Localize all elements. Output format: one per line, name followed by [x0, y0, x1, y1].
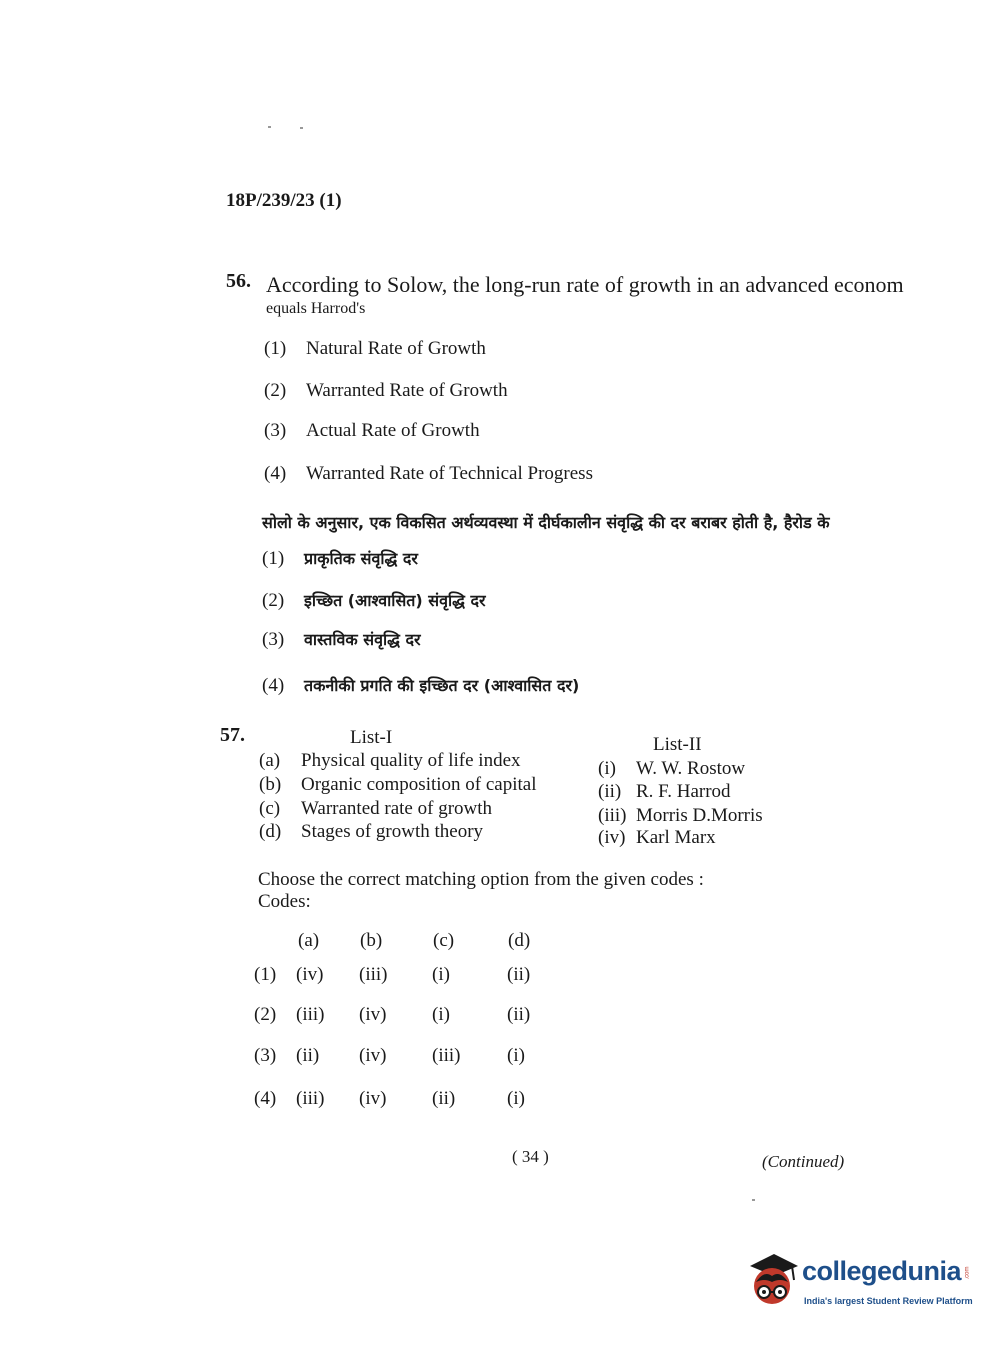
list-text: Morris D.Morris [636, 805, 763, 826]
option-number: (2) [264, 380, 287, 401]
list-2-item-iii [598, 805, 763, 827]
codes-header-cell: (b) [360, 930, 383, 951]
logo-wordmark: collegedunia [802, 1256, 962, 1286]
codes-cell: (iv) [296, 964, 324, 985]
list-2-item-i [598, 758, 745, 780]
scan-mark [752, 1199, 755, 1201]
list-key: (ii) [598, 781, 622, 802]
list-text: Physical quality of life index [301, 750, 521, 771]
codes-cell: (i) [507, 1088, 525, 1109]
codes-header-row [0, 930, 1001, 956]
q56-option-hindi-2 [262, 589, 486, 612]
list-1-item-b [259, 774, 537, 796]
logo-dotcom: .com [964, 1266, 971, 1280]
list-1-item-d [259, 821, 483, 843]
list-text: Stages of growth theory [301, 821, 484, 842]
codes-cell: (ii) [507, 964, 531, 985]
q56-option-hindi-3 [262, 628, 421, 651]
option-number: (4) [264, 463, 287, 484]
codes-cell: (iv) [359, 1088, 387, 1109]
option-text: Warranted Rate of Technical Progress [306, 463, 593, 484]
list-1-title: List-I [350, 727, 393, 748]
option-number: (1) [264, 338, 287, 359]
codes-cell: (iv) [359, 1004, 387, 1025]
list-text: Organic composition of capital [301, 774, 537, 795]
q56-option-2 [264, 380, 508, 402]
option-number: (1) [262, 548, 285, 569]
codes-option-number: (2) [254, 1004, 277, 1025]
codes-cell: (ii) [432, 1088, 456, 1109]
option-number: (2) [262, 590, 285, 611]
q56-option-4 [264, 463, 593, 485]
codes-cell: (iii) [296, 1088, 325, 1109]
collegedunia-logo[interactable] [744, 1248, 973, 1316]
list-1-item-c [259, 798, 492, 820]
codes-cell: (i) [432, 1004, 450, 1025]
paper-code: 18P/239/23 (1) [226, 190, 342, 211]
q56-option-1 [264, 338, 486, 360]
q56-option-3 [264, 420, 480, 442]
codes-row-1 [0, 964, 1001, 990]
list-key: (d) [259, 821, 282, 842]
option-number: (3) [264, 420, 287, 441]
list-key: (i) [598, 758, 616, 779]
list-key: (b) [259, 774, 282, 795]
list-text: R. F. Harrod [636, 781, 731, 802]
list-text: W. W. Rostow [636, 758, 746, 779]
scan-mark [300, 127, 303, 129]
question-57-instruction: Choose the correct matching option from the given codes : [258, 869, 704, 890]
option-text: वास्तविक संवृद्धि दर [304, 630, 421, 649]
codes-cell: (iii) [296, 1004, 325, 1025]
question-56-text: According to Solow, the long-run rate of growth in an advanced econom [266, 272, 904, 297]
option-text: Natural Rate of Growth [306, 338, 486, 359]
list-2-item-iv [598, 827, 716, 849]
list-key: (a) [259, 750, 281, 771]
logo-tagline: India's largest Student Review Platform [804, 1296, 973, 1306]
list-text: Warranted rate of growth [301, 798, 493, 819]
codes-cell: (i) [507, 1045, 525, 1066]
continued-label: (Continued) [762, 1152, 845, 1171]
codes-option-number: (4) [254, 1088, 277, 1109]
codes-header-cell: (d) [508, 930, 531, 951]
codes-option-number: (1) [254, 964, 277, 985]
codes-cell: (iii) [359, 964, 388, 985]
codes-label: Codes: [258, 891, 311, 912]
codes-header-cell: (a) [298, 930, 320, 951]
codes-cell: (ii) [507, 1004, 531, 1025]
codes-cell: (iv) [359, 1045, 387, 1066]
option-text: प्राकृतिक संवृद्धि दर [304, 549, 418, 568]
option-text: Actual Rate of Growth [306, 420, 480, 441]
question-56-text-cont: equals Harrod's [266, 300, 366, 317]
list-2-item-ii [598, 781, 731, 803]
question-56-text-hindi: सोलो के अनुसार, एक विकसित अर्थव्यवस्था में दीर्घकालीन संवृद्धि की दर बराबर होती है, हैरोड के [262, 513, 830, 532]
list-key: (c) [259, 798, 281, 819]
option-number: (4) [262, 675, 285, 696]
codes-row-2 [0, 1004, 1001, 1030]
q56-option-hindi-1 [262, 547, 418, 570]
codes-row-4 [0, 1088, 1001, 1114]
codes-option-number: (3) [254, 1045, 277, 1066]
question-57-number: 57. [220, 724, 245, 746]
option-text: तकनीकी प्रगति की इच्छित दर (आश्वासित दर) [304, 676, 580, 695]
scan-mark [268, 126, 271, 128]
option-number: (3) [262, 629, 285, 650]
codes-cell: (iii) [432, 1045, 461, 1066]
option-text: इच्छित (आश्वासित) संवृद्धि दर [304, 591, 486, 610]
list-2-title: List-II [653, 734, 702, 755]
list-text: Karl Marx [636, 827, 716, 848]
list-key: (iv) [598, 827, 626, 848]
list-1-item-a [259, 750, 521, 772]
page-number: ( 34 ) [512, 1147, 549, 1166]
mascot-icon [744, 1252, 800, 1314]
option-text: Warranted Rate of Growth [306, 380, 508, 401]
codes-cell: (i) [432, 964, 450, 985]
question-56-number: 56. [226, 270, 251, 292]
q56-option-hindi-4 [262, 674, 579, 697]
codes-header-cell: (c) [433, 930, 455, 951]
codes-row-3 [0, 1045, 1001, 1071]
list-key: (iii) [598, 805, 627, 826]
codes-cell: (ii) [296, 1045, 320, 1066]
